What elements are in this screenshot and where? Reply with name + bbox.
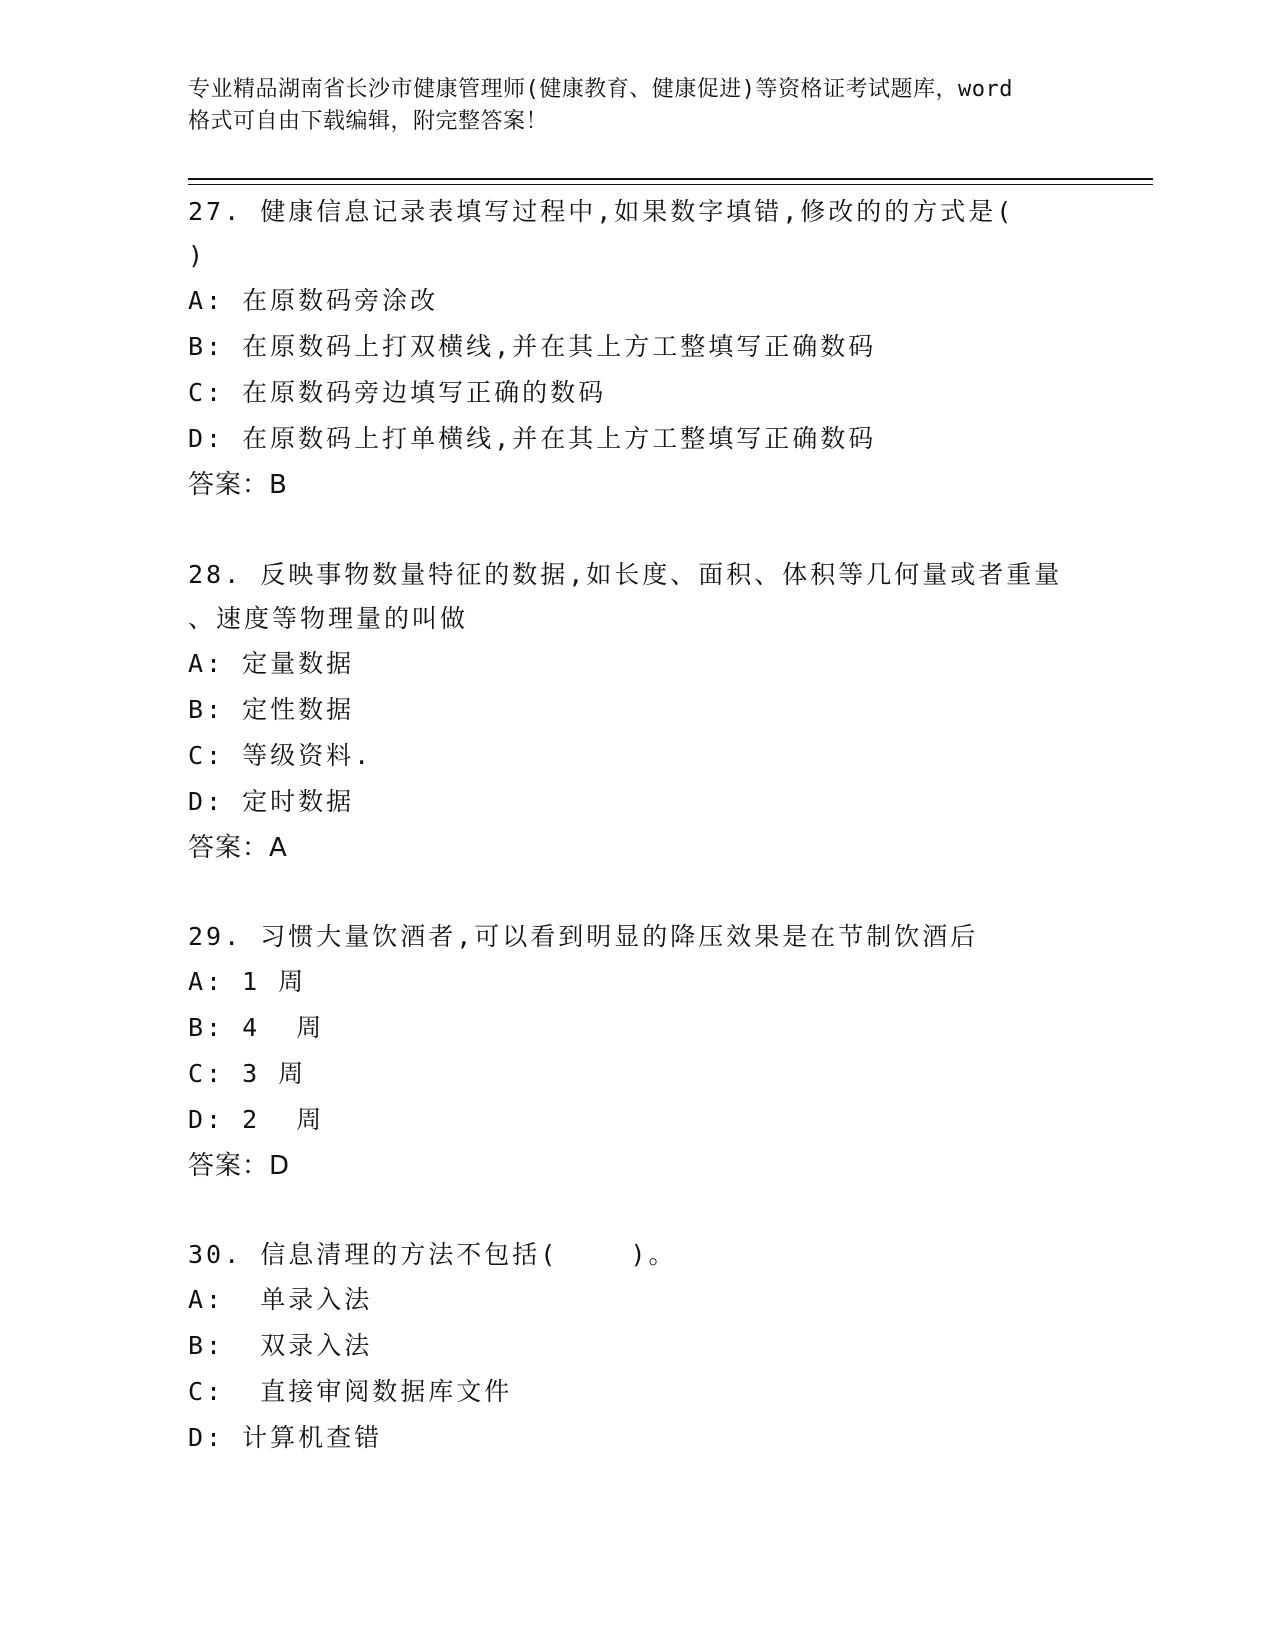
- option-a: A: 在原数码旁涂改: [188, 286, 439, 315]
- option-b: B: 双录入法: [188, 1331, 373, 1360]
- option-d: D: 计算机查错: [188, 1423, 383, 1452]
- question-27: [188, 190, 1128, 508]
- option-b: B: 4 周: [188, 1013, 325, 1042]
- question-28: [188, 553, 1128, 871]
- question-29: [188, 915, 1128, 1189]
- option-d: D: 在原数码上打单横线,并在其上方工整填写正确数码: [188, 424, 877, 453]
- document-header: [188, 74, 1088, 138]
- answer: 答案：A: [188, 833, 288, 863]
- question-text-continued: 、速度等物理量的叫做: [188, 604, 469, 633]
- option-c: C: 3 周: [188, 1059, 307, 1088]
- header-divider-thick: [188, 178, 1153, 180]
- option-a: A: 定量数据: [188, 649, 355, 678]
- option-b: B: 定性数据: [188, 695, 355, 724]
- option-a: A: 1 周: [188, 967, 307, 996]
- question-text-continued: ): [188, 241, 207, 270]
- answer: 答案：D: [188, 1151, 291, 1181]
- option-c: C: 直接审阅数据库文件: [188, 1377, 513, 1406]
- question-text: 30. 信息清理的方法不包括( )。: [188, 1240, 677, 1269]
- option-c: C: 等级资料.: [188, 741, 373, 770]
- answer: 答案：B: [188, 470, 288, 500]
- option-b: B: 在原数码上打双横线,并在其上方工整填写正确数码: [188, 332, 877, 361]
- option-d: D: 2 周: [188, 1105, 325, 1134]
- option-d: D: 定时数据: [188, 787, 355, 816]
- question-text: 29. 习惯大量饮酒者,可以看到明显的降压效果是在节制饮酒后: [188, 922, 979, 951]
- header-divider-thin: [188, 184, 1153, 185]
- option-a: A: 单录入法: [188, 1285, 373, 1314]
- question-text: 27. 健康信息记录表填写过程中,如果数字填错,修改的的方式是(: [188, 197, 1015, 226]
- header-line-2: 格式可自由下载编辑，附完整答案！: [188, 109, 549, 134]
- header-line-1: 专业精品湖南省长沙市健康管理师(健康教育、健康促进)等资格证考试题库，word: [188, 77, 1013, 102]
- option-c: C: 在原数码旁边填写正确的数码: [188, 378, 607, 407]
- question-30: [188, 1233, 1128, 1461]
- question-text: 28. 反映事物数量特征的数据,如长度、面积、体积等几何量或者重量: [188, 560, 1063, 589]
